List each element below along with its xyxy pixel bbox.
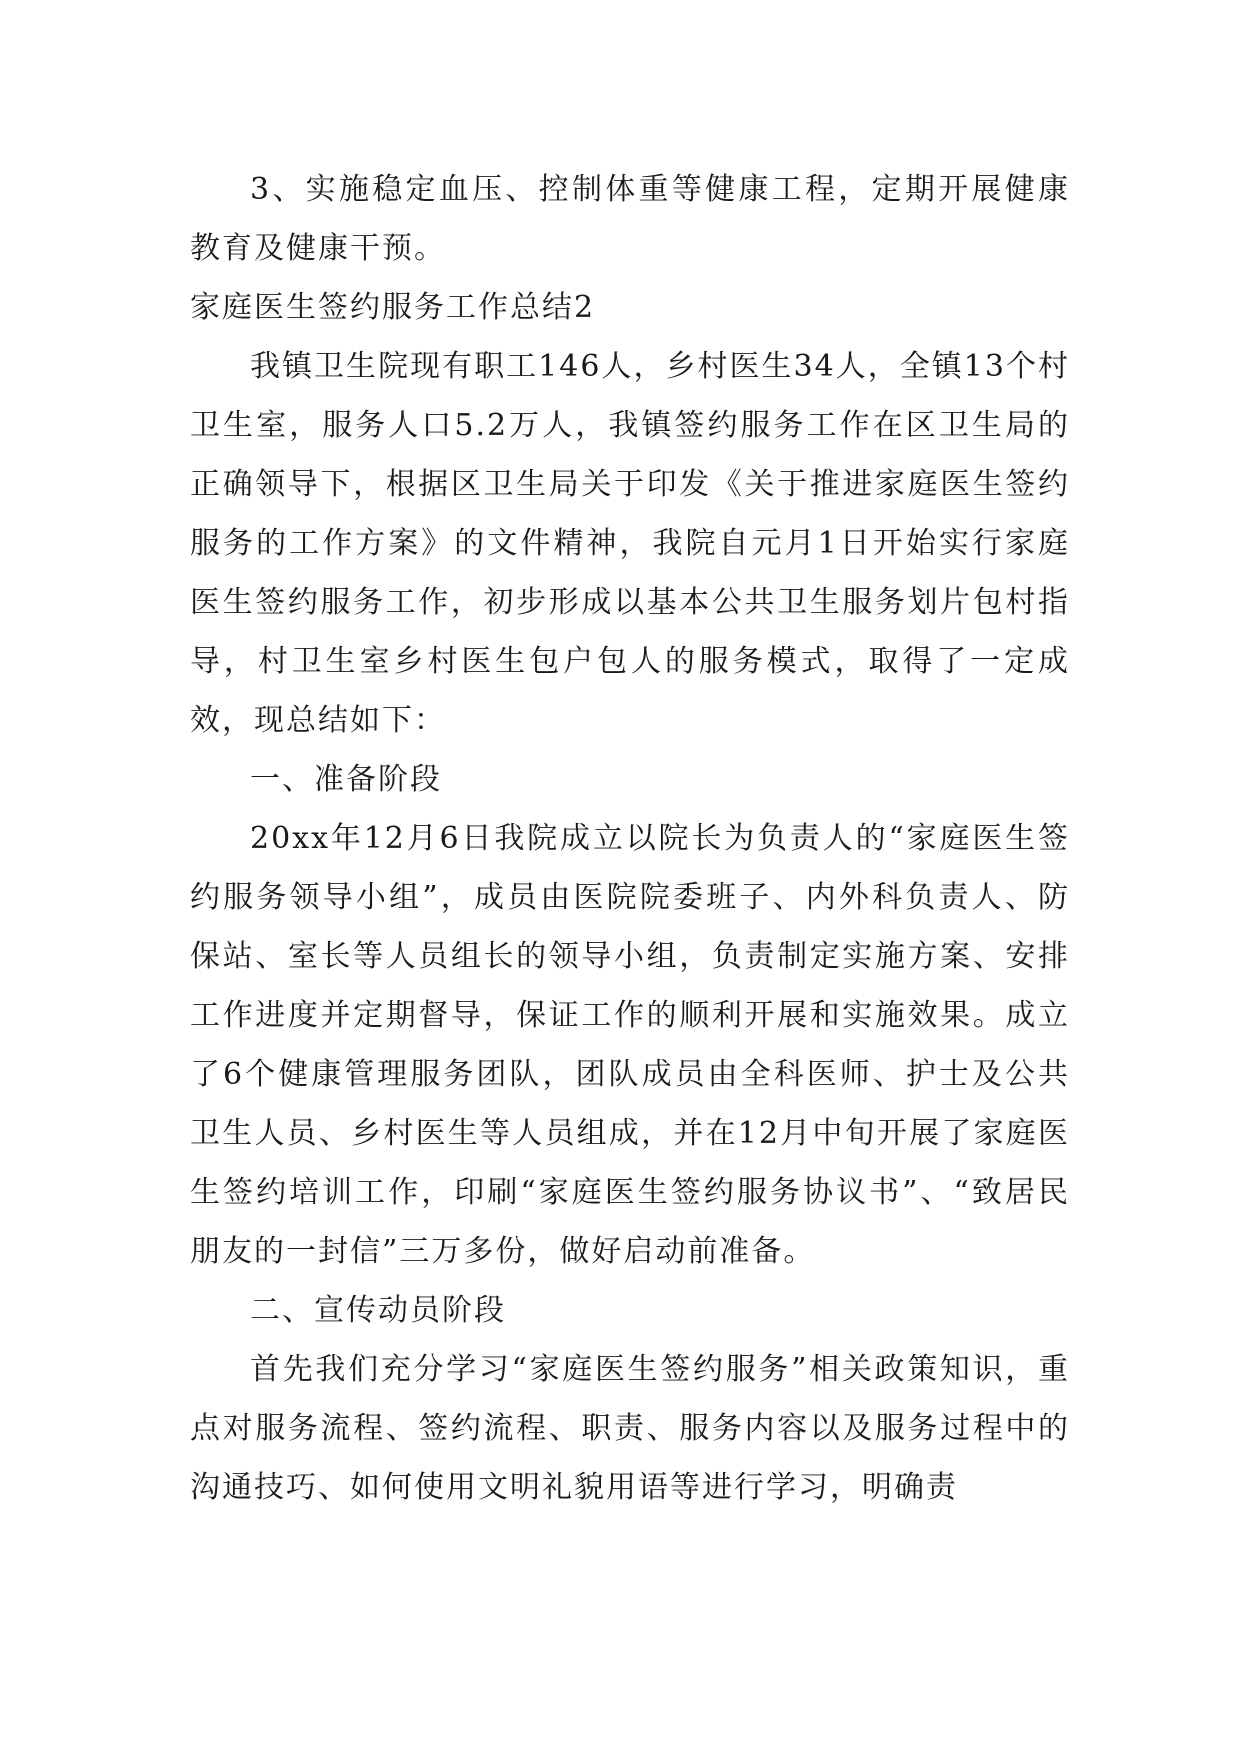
document-body bbox=[190, 160, 1070, 1517]
paragraph-health-project: 3、实施稳定血压、控制体重等健康工程，定期开展健康教育及健康干预。 bbox=[190, 172, 1070, 266]
section-title: 家庭医生签约服务工作总结2 bbox=[190, 290, 596, 325]
heading-preparation-stage: 一、准备阶段 bbox=[250, 762, 442, 797]
paragraph-publicity: 首先我们充分学习“家庭医生签约服务”相关政策知识，重点对服务流程、签约流程、职责、服务内容以及服务过程中的沟通技巧、如何使用文明礼貌用语等进行学习，明确责 bbox=[190, 1352, 1070, 1505]
heading-publicity-stage: 二、宣传动员阶段 bbox=[250, 1293, 506, 1328]
paragraph-preparation: 20xx年12月6日我院成立以院长为负责人的“家庭医生签约服务领导小组”，成员由医院院委班子、内外科负责人、防保站、室长等人员组长的领导小组，负责制定实施方案、安排工作进度并定期督导，保证工作的顺利开展和实施效果。成立了6个健康管理服务团队，团队成员由全科医师、护士及公共卫生人员、乡村医生等人员组成，并在12月中旬开展了家庭医生签约培训工作，印刷“家庭医生签约服务协议书”、“致居民朋友的一封信”三万多份，做好启动前准备。 bbox=[190, 821, 1070, 1269]
paragraph-intro: 我镇卫生院现有职工146人，乡村医生34人，全镇13个村卫生室，服务人口5.2万人，我镇签约服务工作在区卫生局的正确领导下，根据区卫生局关于印发《关于推进家庭医生签约服务的工作方案》的文件精神，我院自元月1日开始实行家庭医生签约服务工作，初步形成以基本公共卫生服务划片包村指导，村卫生室乡村医生包户包人的服务模式，取得了一定成效，现总结如下： bbox=[190, 349, 1070, 738]
